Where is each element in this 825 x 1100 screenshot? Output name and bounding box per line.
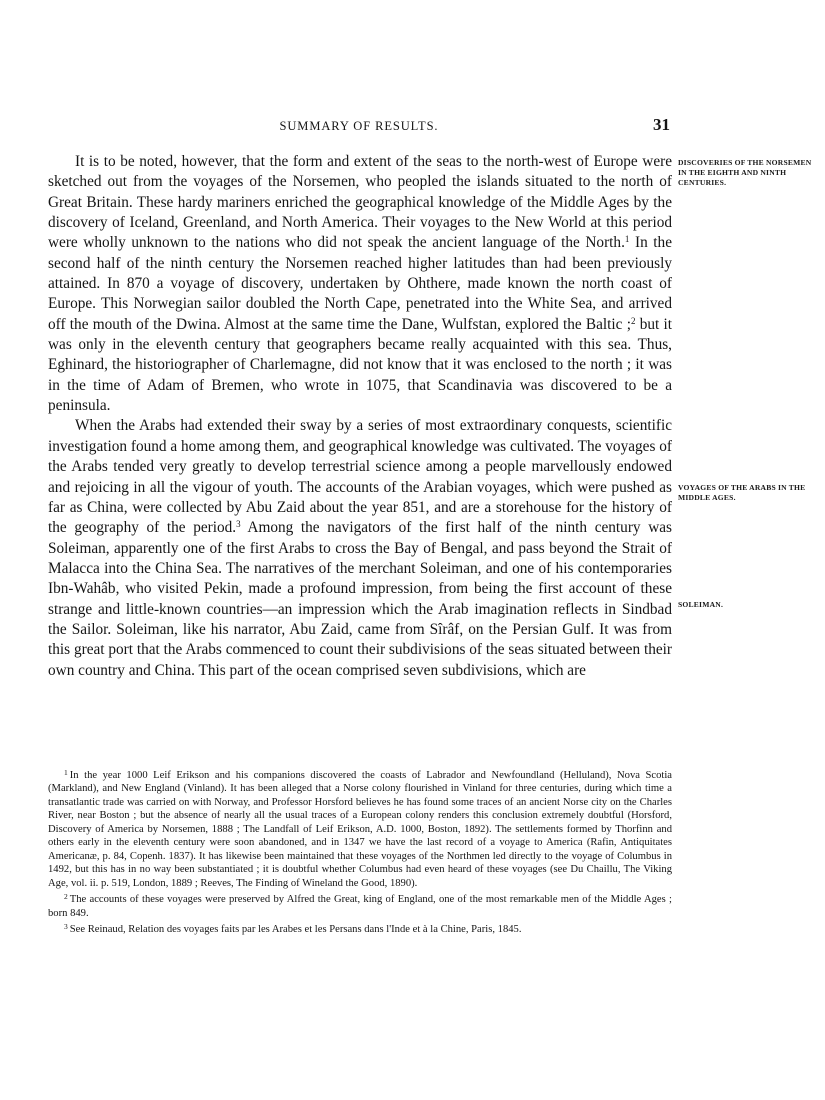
footnote-2 — [48, 890, 672, 920]
side-note-soleiman: SOLEIMAN. — [678, 600, 724, 609]
paragraph-text: When the Arabs had extended their sway by a series of most extraordinary conquests, scientific investigation found a home among them, and geographical knowledge was cultivated. The voyages of the Arabs tended very greatly to develop terrestrial science among a people marvellously endowed and rejoicing in all the vigour of youth. The accounts of the Arabian voyages, which were pushed as far as China, were collected by Abu Zaid about the year 851, and are a storehouse for the history of the geography of the period. — [48, 417, 672, 537]
paragraph-text: It is to be noted, however, that the form and extent of the seas to the north-west of Europe were sketched out from the voyages of the Norsemen, who peopled the islands situated to the north of Great Britain. These hardy mariners enriched the geographical knowledge of the Middle Ages by the discovery of Iceland, Greenland, and North America. Their voyages to the New World at this period were wholly unknown to the nations who did not speak the ancient language of the North. — [48, 153, 672, 252]
footnotes — [48, 766, 672, 936]
footnote-reference: 2 — [630, 315, 636, 326]
footnote-text: The accounts of these voyages were preserved by Alfred the Great, king of England, one of the most remarkable men of the Middle Ages ; born 849. — [48, 894, 672, 919]
footnote-text: See Reinaud, Relation des voyages faits par les Arabes et les Persans dans l'Inde et à la Chine, Paris, 1845. — [69, 923, 522, 935]
page-number: 31 — [653, 115, 670, 134]
footnote-mark: 2 — [64, 892, 68, 902]
paragraph-text: Among the navigators of the first half of the ninth century was Soleiman, apparently one of the first Arabs to cross the Bay of Bengal, and pass beyond the Strait of Malacca into the China Sea. The narratives of the merchant Soleiman, and one of his contemporaries Ibn-Wahâb, who visited Pekin, made a profound impression, from being the first account of these strange and little-known countries—an impression which the Arab imagination reflects in Sindbad the Sailor. Soleiman, like his narrator, Abu Zaid, came from Sîrâf, on the Persian Gulf. It was from this great port that the Arabs commenced to count their subdivisions of the seas situated between their own country and China. This part of the ocean comprised seven subdivisions, which are — [48, 519, 672, 679]
footnote-mark: 1 — [64, 768, 68, 777]
footnote-3 — [48, 920, 672, 936]
side-note-norsemen: DISCOVERIES OF THE NORSEMEN IN THE EIGHTH AND NINTH CENTURIES. — [678, 158, 812, 187]
paragraph-text: In the second half of the ninth century the Norsemen reached higher latitudes than had been previously attained. In 870 a voyage of discovery, undertaken by Ohthere, made known the north coast of Europe. This Norwegian sailor doubled the North Cape, penetrated into the White Sea, and arrived off the mouth of the Dwina. Almost at the same time the Dane, Wulfstan, explored the Baltic ; — [48, 234, 672, 333]
side-note-arab-voyages: VOYAGES OF THE ARABS IN THE MIDDLE AGES. — [678, 483, 806, 502]
paragraph-arabs — [48, 416, 672, 680]
footnote-mark: 3 — [64, 921, 68, 931]
paragraph-text: but it was only in the eleventh century that geographers became really acquainted with this sea. Thus, Eghinard, the historiographer of Charlemagne, did not know that it was enclosed to the north ; it was in the time of Adam of Bremen, who wrote in 1075, that Scandinavia was discovered to be a peninsula. — [48, 315, 672, 415]
body-text — [48, 152, 672, 681]
running-title: SUMMARY OF RESULTS. — [279, 119, 439, 133]
footnote-text: In the year 1000 Leif Erikson and his companions discovered the coasts of Labrador and Newfoundland (Helluland), Nova Scotia (Markland), and New England (Vinland). It has been alleged that a Norse colony flourished in Vinland for three centuries, during which time a transatlantic trade was carried on with Norway, and Professor Horsford believes he has found some traces of an ancient Norse city on the Charles River, near Boston ; but the absence of nearly all the usual traces of a European colony renders this conclusion extremely doubtful (Horsford, Discovery of America by Norsemen, 1888 ; The Landfall of Leif Erikson, A.D. 1000, Boston, 1892). The settlements formed by Thorfinn and others early in the eleventh century were soon abandoned, and in 1347 we have the last record of a voyage to America (Rafin, Antiquitates Americanæ, p. 84, Copenh. 1837). It has likewise been maintained that these voyages of the Northmen led directly to the voyage of Columbus in 1492, but this has in no way been substantiated ; it is doubtful whether Columbus had even heard of these voyages (see Du Chaillu, The Viking Age, vol. ii. p. 519, London, 1889 ; Reeves, The Finding of Wineland the Good, 1890). — [48, 770, 672, 889]
footnote-reference: 3 — [236, 519, 241, 530]
paragraph-norsemen — [48, 152, 672, 416]
running-head — [48, 116, 670, 138]
footnote-1 — [48, 766, 672, 890]
footnote-reference: 1 — [624, 234, 630, 245]
